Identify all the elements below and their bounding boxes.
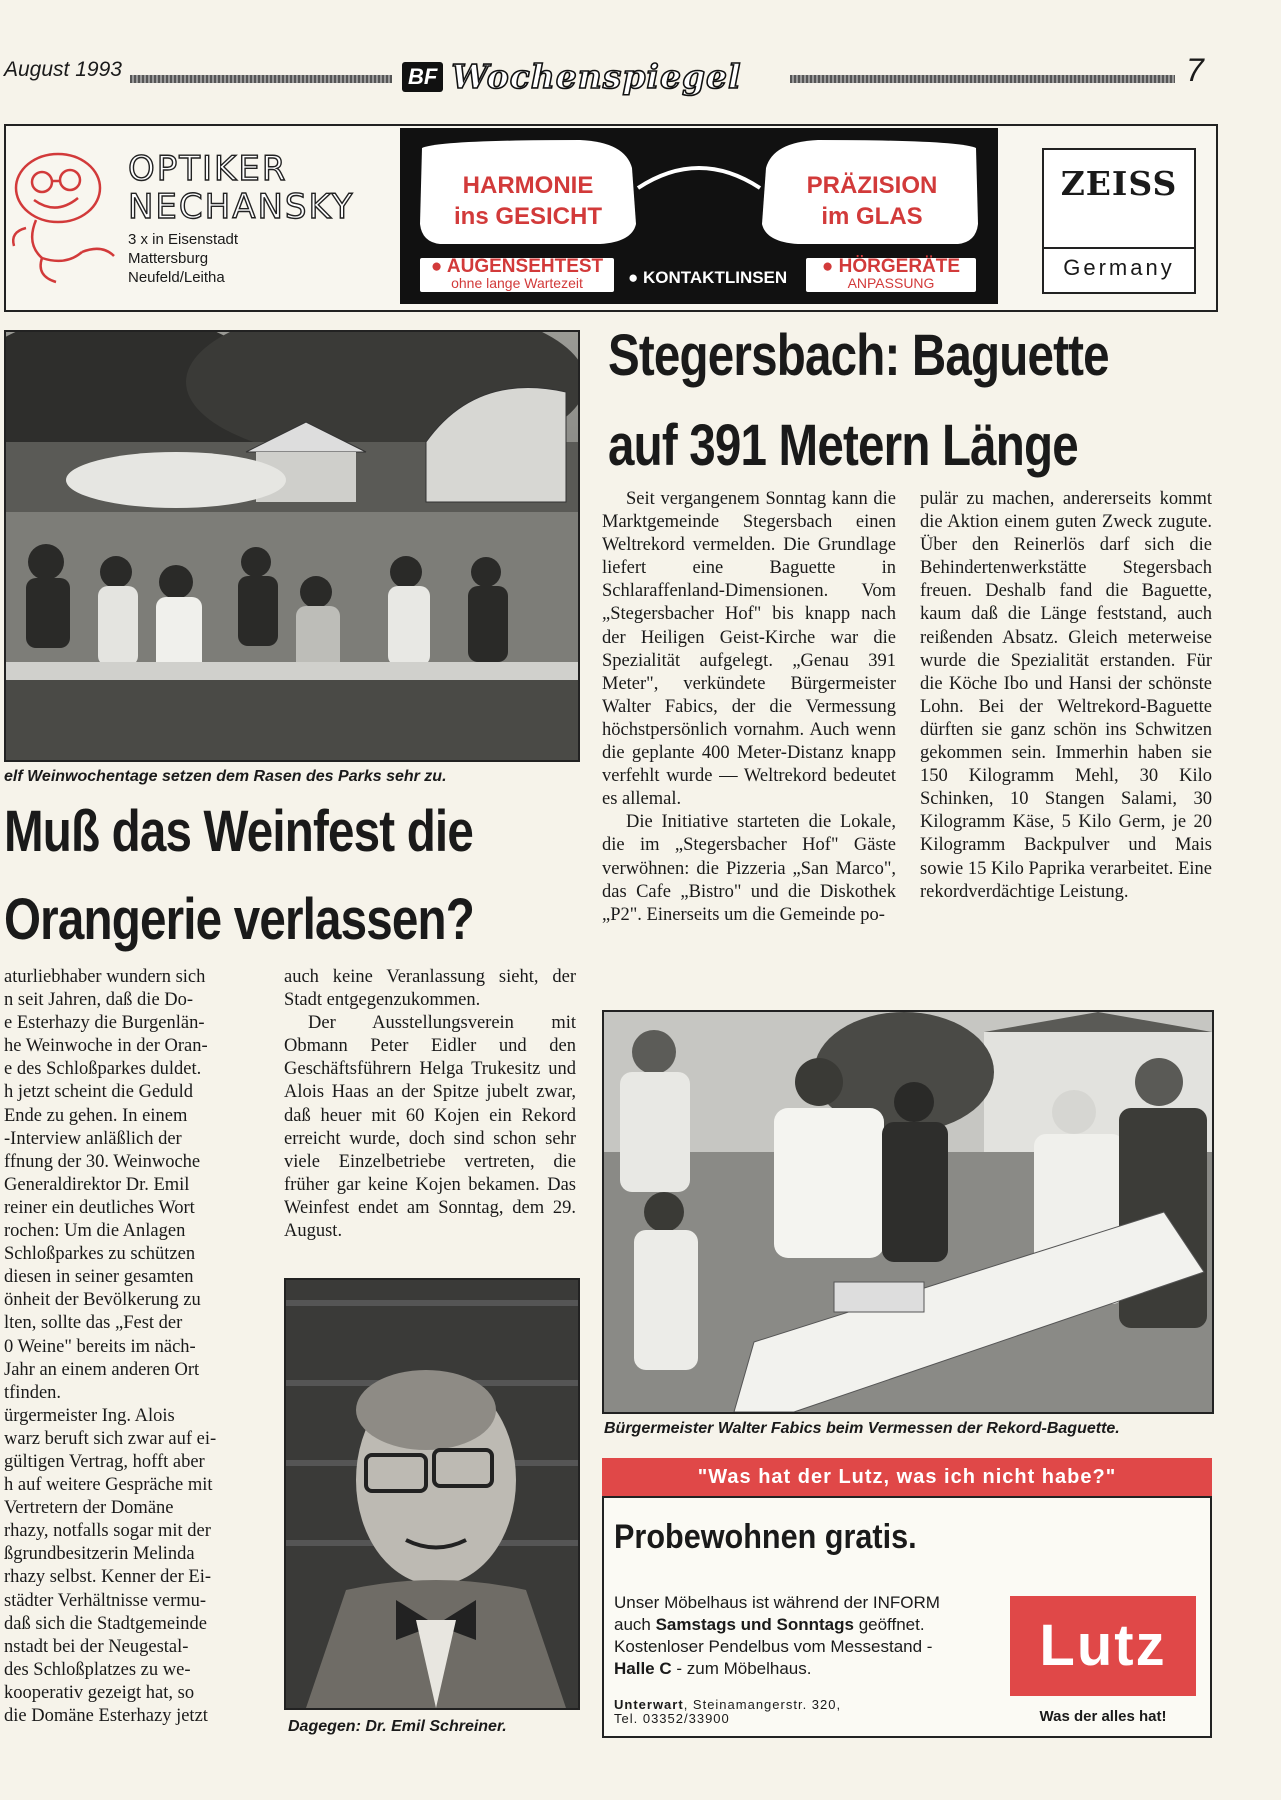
masthead-title: Wochenspiegel xyxy=(451,57,742,96)
lens-line: PRÄZISION xyxy=(806,172,938,199)
baguette-photo xyxy=(602,1010,1214,1414)
column-line: gültigen Vertrag, hofft aber xyxy=(4,1451,205,1472)
column-line: nstadt bei der Neugestal- xyxy=(4,1636,189,1657)
headline-weinfest-line1: Muß das Weinfest die xyxy=(4,799,473,864)
text-bold: Samstags und Sonntags xyxy=(655,1615,854,1634)
text-bold: Halle C xyxy=(614,1659,672,1678)
column-line: rhazy, notfalls sogar mit der xyxy=(4,1521,211,1542)
portrait-caption: Dagegen: Dr. Emil Schreiner. xyxy=(288,1718,507,1735)
header-rule-right xyxy=(790,75,1175,83)
baguette-photo-caption: Bürgermeister Walter Fabics beim Vermessen der Rekord-Baguette. xyxy=(604,1420,1120,1437)
column-line: rhazy selbst. Kenner der Ei- xyxy=(4,1567,212,1588)
lens-line: ins GESICHT xyxy=(453,203,603,230)
column-line: n seit Jahren, daß die Do- xyxy=(4,990,194,1011)
lutz-line: Unser Möbelhaus ist während der INFORM xyxy=(614,1593,940,1612)
column-line: ffnung der 30. Weinwoche xyxy=(4,1151,201,1172)
paragraph: Seit vergangenem Sonntag kann die Marktgemeinde Stegersbach einen Weltrekord vermelden. Die Grundlage liefert eine Baguette in Schlaraffenland-Dimensionen. Vom „Stegersbacher Hof" bis knapp nach der Heiligen Geist-Kirche war die Spezialität aufgelegt. „Genau 391 Meter", verkündete Bürgermeister Walter Fabics, der die Vermessung höchstpersönlich vornahm. Auch wenn die geplante 400 Meter-Distanz knapp verfehlt wurde — Weltrekord bedeutet es allemal. xyxy=(602,489,896,810)
page-number: 7 xyxy=(1186,52,1204,88)
column-line: e des Schloßparkes duldet. xyxy=(4,1059,202,1080)
optiker-name-line1: OPTIKER xyxy=(128,149,288,189)
lutz-line xyxy=(614,1658,994,1680)
service-kontaktlinsen xyxy=(628,268,787,288)
column-line: h jetzt scheint die Geduld xyxy=(4,1082,194,1103)
service-label-text: HÖRGERÄTE xyxy=(838,256,961,277)
column-line: rochen: Um die Anlagen xyxy=(4,1221,186,1242)
column-line: lten, sollte das „Fest der xyxy=(4,1313,183,1334)
issue-date: August 1993 xyxy=(4,58,122,81)
zeiss-logo xyxy=(1042,148,1196,294)
column-line: kooperativ gezeigt hat, so xyxy=(4,1682,195,1703)
lens-line: HARMONIE xyxy=(462,172,594,199)
column-line: -Interview anläßlich der xyxy=(4,1128,182,1149)
baguette-column-2 xyxy=(920,488,1212,904)
schreiner-portrait-photo xyxy=(284,1278,580,1710)
text: geöffnet. xyxy=(853,1615,925,1634)
paragraph: Die Initiative starteten die Lokale, die im „Stegersbacher Hof" Gäste verwöhnen: die Pizzeria „San Marco", das Cafe „Bistro" und die Diskothek „P2". Einerseits um die Gemeinde po- xyxy=(602,812,896,925)
column-line: Generaldirektor Dr. Emil xyxy=(4,1174,190,1195)
lutz-slogan: Was der alles hat! xyxy=(1039,1708,1167,1725)
optiker-mascot-icon xyxy=(6,148,124,288)
column-line: Schloßparkes zu schützen xyxy=(4,1244,196,1265)
portrait-image xyxy=(286,1280,578,1708)
lutz-banner: "Was hat der Lutz, was ich nicht habe?" xyxy=(602,1458,1212,1496)
column-line: Vertretern der Domäne xyxy=(4,1498,174,1519)
masthead xyxy=(402,57,742,96)
header-rule-left xyxy=(130,75,392,83)
service-sub: ohne lange Wartezeit xyxy=(451,275,583,291)
zeiss-country: Germany xyxy=(1044,247,1194,281)
lutz-body xyxy=(614,1592,994,1680)
weinfest-scene-image xyxy=(6,332,578,760)
bullet-icon: ● xyxy=(821,256,839,277)
column-line: 0 Weine" bereits im näch- xyxy=(4,1336,196,1357)
optiker-location: 3 x in Eisenstadt xyxy=(128,231,239,248)
column-line: Ende zu gehen. In einem xyxy=(4,1105,188,1126)
lutz-line xyxy=(614,1614,994,1636)
masthead-bf-logo: BF xyxy=(402,62,443,92)
column-line: h auf weitere Gespräche mit xyxy=(4,1475,213,1496)
column-line: städter Verhältnisse vermu- xyxy=(4,1590,207,1611)
headline-baguette-line2: auf 391 Metern Länge xyxy=(608,413,1078,478)
optiker-location: Mattersburg xyxy=(128,250,209,267)
column-line: tfinden. xyxy=(4,1382,62,1403)
text: auch xyxy=(614,1615,656,1634)
column-line: des Schloßplatzes zu we- xyxy=(4,1659,191,1680)
paragraph: pulär zu machen, andererseits kommt die Aktion einem guten Zweck zugute. Über den Reinerlös darf sich die Behindertenwerkstätte Stegersbach freuen. Deshalb fand die Baguette, kaum daß die Länge feststand, auch reißenden Absatz. Gleich meterweise wurde die Spezialität erstanden. Für die Köche Ibo und Hansi der schönste Lohn. Bei der Weltrekord-Baguette dürften sie ganz schön ins Schwitzen gekommen sein. Immerhin haben sie 150 Kilogramm Mehl, 30 Kilo Schinken, 10 Stangen Salami, 30 Kilogramm Käse, 5 Kilo Germ, je 20 Kilogramm Backpulver und Mais sowie 15 Kilo Paprika verarbeitet. Eine rekordverdächtige Leistung. xyxy=(920,489,1212,902)
headline-baguette-line1: Stegersbach: Baguette xyxy=(608,323,1109,388)
weinfest-column-1 xyxy=(4,966,258,1728)
paragraph: Der Ausstellungsverein mit Obmann Peter Eidler und den Geschäftsführern Helga Trukesitz und Alois Haas an der Spitze jubelt zwar, daß heuer mit 60 Kojen ein Rekord erreicht wurde, doch sind schon sehr viele Einzelbetriebe vertreten, die früher gar keine Kojen bekamen. Das Weinfest endet am Sonntag, dem 29. August. xyxy=(284,1013,576,1242)
service-label-text: AUGENSEHTEST xyxy=(446,256,604,277)
lutz-address-line xyxy=(614,1698,841,1712)
bullet-icon: ● xyxy=(430,256,447,277)
baguette-column-1 xyxy=(602,488,896,927)
text: - zum Möbelhaus. xyxy=(671,1659,812,1678)
paragraph: auch keine Veranlassung sieht, der Stadt entgegenzukommen. xyxy=(284,967,576,1011)
column-line: diesen in seiner gesamten xyxy=(4,1267,194,1288)
column-line: önheit der Bevölkerung zu xyxy=(4,1290,201,1311)
service-sub: ANPASSUNG xyxy=(847,275,935,291)
column-line: reiner ein deutliches Wort xyxy=(4,1197,195,1218)
text-bold: Unterwart xyxy=(614,1697,684,1712)
optiker-location: Neufeld/Leitha xyxy=(128,269,225,286)
optiker-name-line2: NECHANSKY xyxy=(128,187,355,227)
lutz-headline: Probewohnen gratis. xyxy=(614,1518,917,1556)
column-line: e Esterhazy die Burgenlän- xyxy=(4,1013,205,1034)
lutz-logo: Lutz xyxy=(1010,1596,1196,1696)
column-line: he Weinwoche in der Oran- xyxy=(4,1036,208,1057)
lutz-line: Kostenloser Pendelbus vom Messestand - xyxy=(614,1637,933,1656)
column-line: daß sich die Stadtgemeinde xyxy=(4,1613,207,1634)
lutz-phone: Tel. 03352/33900 xyxy=(614,1711,730,1726)
column-line: ürgermeister Ing. Alois xyxy=(4,1405,175,1426)
weinfest-photo xyxy=(4,330,580,762)
column-line: warz beruft sich zwar auf ei- xyxy=(4,1428,217,1449)
headline-weinfest-line2: Orangerie verlassen? xyxy=(4,887,475,952)
baguette-scene-image xyxy=(604,1012,1212,1412)
service-hoergeraete xyxy=(806,258,976,292)
optiker-brand xyxy=(128,150,354,287)
column-line: ßgrundbesitzerin Melinda xyxy=(4,1544,195,1565)
service-augensehtest xyxy=(420,258,614,292)
service-label-text: KONTAKTLINSEN xyxy=(643,268,788,287)
service-label xyxy=(420,258,614,275)
weinfest-column-2 xyxy=(284,966,576,1243)
column-line: die Domäne Esterhazy jetzt xyxy=(4,1706,208,1726)
column-line: aturliebhaber wundern sich xyxy=(4,967,206,987)
service-label xyxy=(806,258,976,275)
lutz-address xyxy=(614,1698,841,1726)
weinfest-photo-caption: elf Weinwochentage setzen dem Rasen des Parks sehr zu. xyxy=(4,768,447,785)
column-line: Jahr an einem anderen Ort xyxy=(4,1359,200,1380)
zeiss-wordmark: ZEISS xyxy=(1060,164,1178,203)
text: , Steinamangerstr. 320, xyxy=(683,1697,842,1712)
lens-line: im GLAS xyxy=(821,203,923,230)
bullet-icon: ● xyxy=(628,268,643,287)
left-lens-text xyxy=(428,170,628,232)
right-lens-text xyxy=(772,170,972,232)
